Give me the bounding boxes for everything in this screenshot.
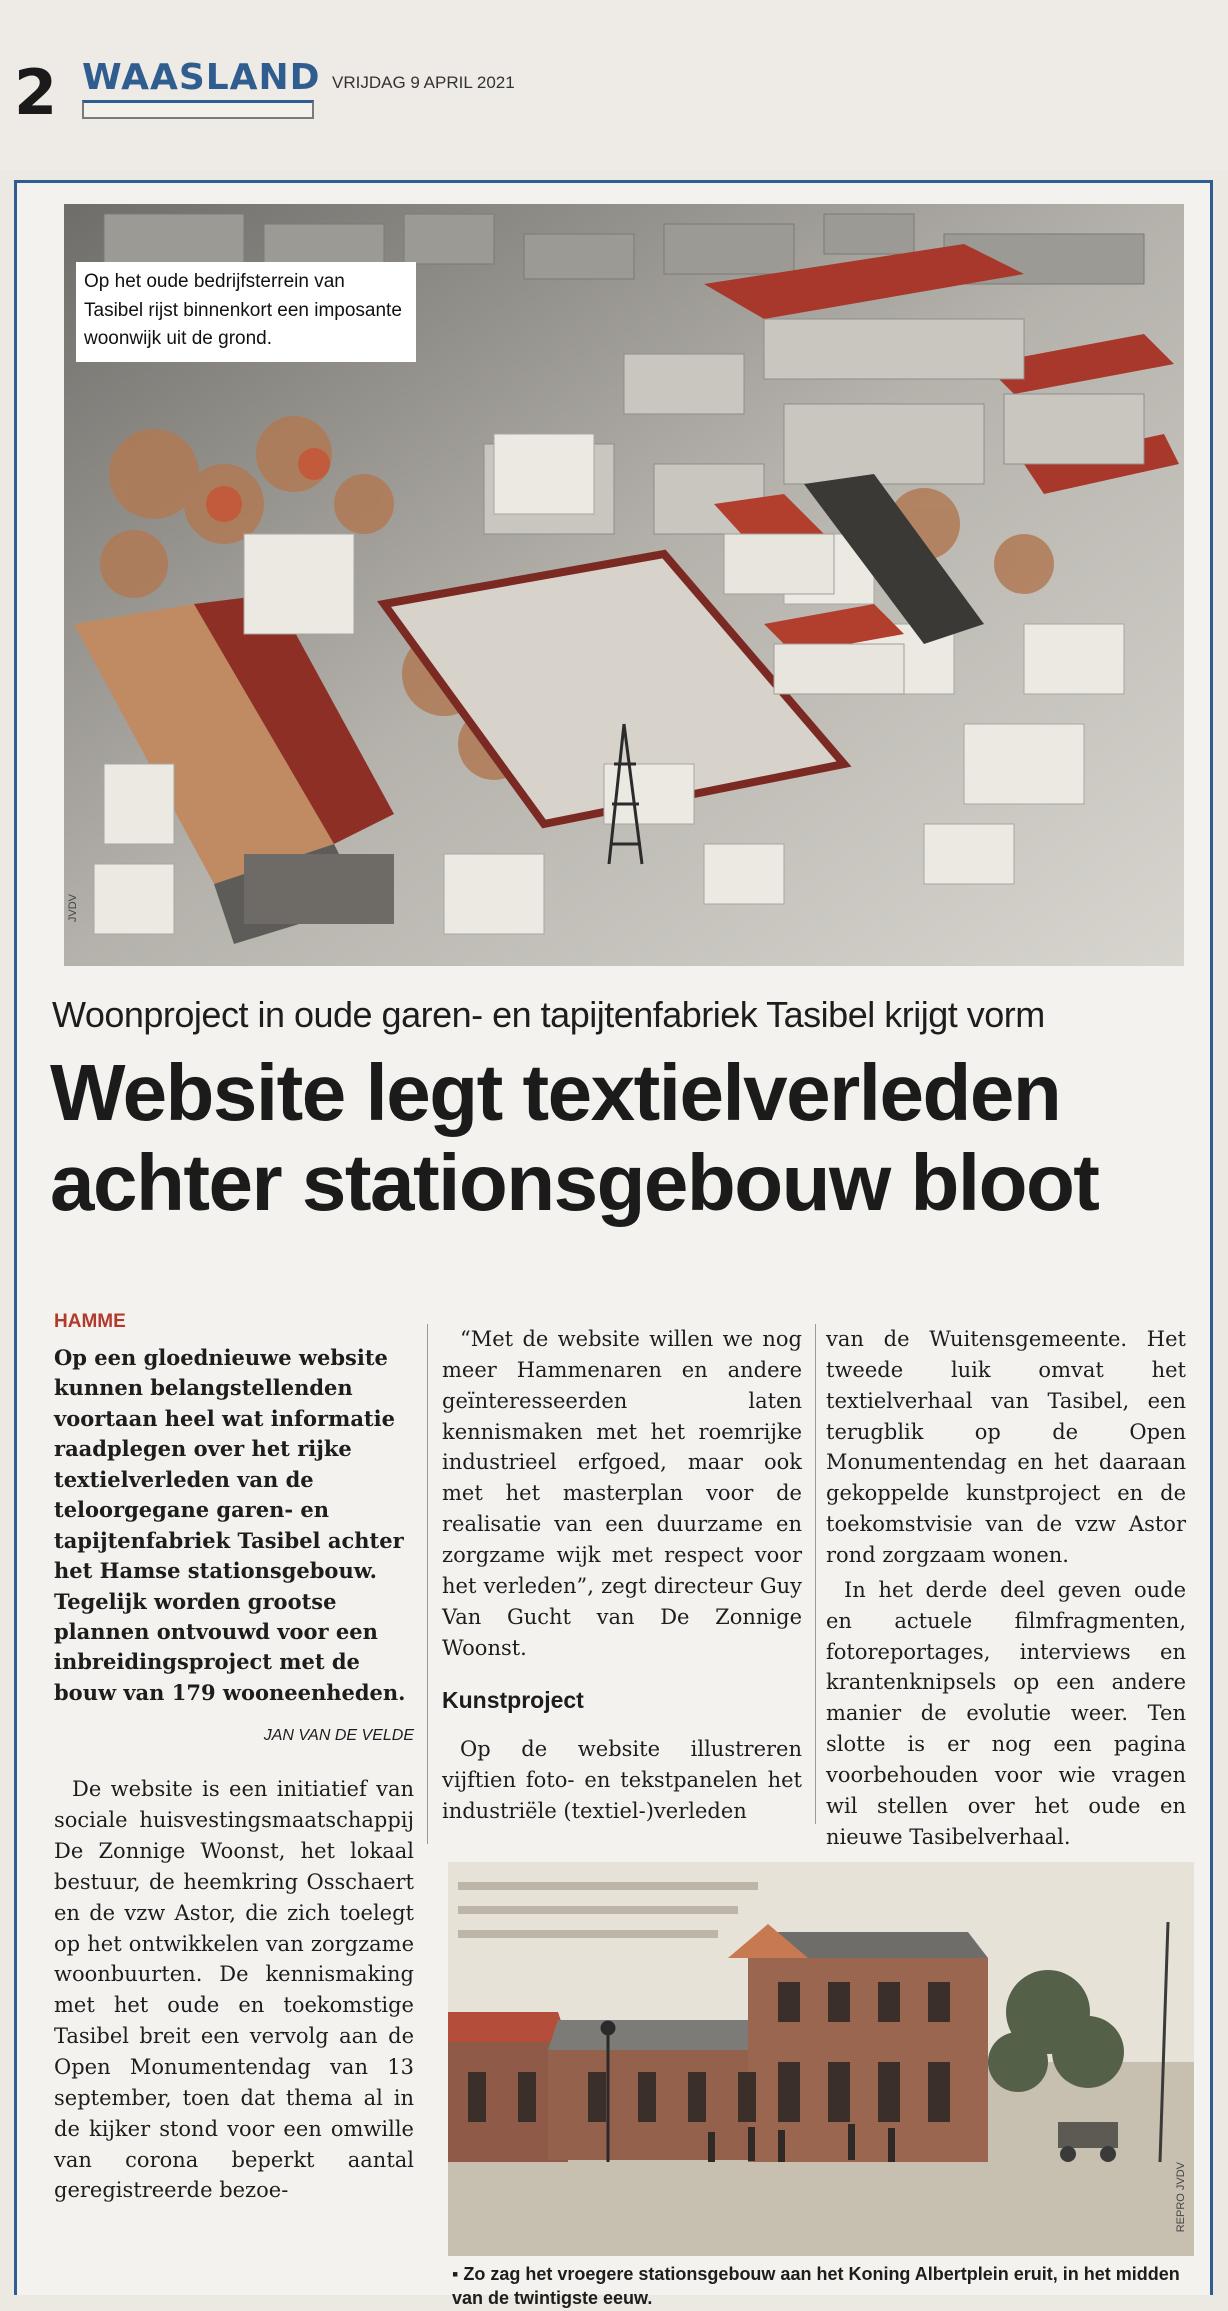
headline: Website legt textielverleden achter stationsgebouw bloot bbox=[50, 1048, 1099, 1227]
subhead: Kunstproject bbox=[442, 1687, 584, 1714]
issue-date: VRIJDAG 9 APRIL 2021 bbox=[332, 73, 515, 92]
quote-paragraph: “Met de website willen we nog meer Hammenaren en andere geïnteresseerden laten kennismaken met het roemrijke industrieel erfgoed, maar ook met het masterplan voor de realisatie van een duurzame en zorgzame wijk met respect voor het verleden”, zegt directeur Guy Van Gucht van De Zonnige Woonst. bbox=[442, 1327, 802, 1660]
body-paragraph: Op de website illustreren vijftien foto- en tekstpanelen het industriële (textiel-)verleden bbox=[442, 1737, 802, 1824]
body-paragraph: van de Wuitensgemeente. Het tweede luik omvat het textielverhaal van Tasibel, een terugblik op de Open Monumentendag en het daaraan gekoppelde kunstproject en de toekomstvisie van de vzw Astor rond zorgzaam wonen. bbox=[826, 1327, 1186, 1568]
station-illustration bbox=[448, 1862, 1194, 2256]
column-divider bbox=[815, 1324, 816, 1824]
photo-credit: REPRO JVDV bbox=[1175, 2162, 1187, 2233]
body-paragraph: De website is een initiatief van sociale huisvestingsmaatschappij De Zonnige Woonst, het lokaal bestuur, de heemkring Osschaert en de vzw Astor, die zich toelegt op het ontwikkelen van zorgzame woonbuurten. De kennismaking met het oude en toekomstige Tasibel breit een vervolg aan de Open Monumentendag van 13 september, toen dat thema al in de kijker stond voor een omwille van corona beperkt aantal geregistreerde bezoe- bbox=[54, 1777, 414, 2203]
dateline-place: HAMME bbox=[54, 1311, 126, 1332]
column-1 bbox=[54, 1312, 414, 2210]
photo-credit: JVDV bbox=[67, 894, 79, 923]
section-rule bbox=[82, 100, 314, 119]
photo-caption: ▪ Zo zag het vroegere stationsgebouw aan het Koning Albertplein eruit, in het midden van de twintigste eeuw. bbox=[452, 2264, 1180, 2309]
kicker: Woonproject in oude garen- en tapijtenfabriek Tasibel krijgt vorm bbox=[52, 994, 1045, 1035]
lead-paragraph: Op een gloednieuwe website kunnen belangstellenden voortaan heel wat informatie raadplegen over het rijke textielverleden van de teloorgegane garen- en tapijtenfabriek Tasibel achter het Hamse stationsgebouw. Tegelijk worden grootse plannen ontvouwd voor een inbreidingsproject met de bouw van 179 wooneenheden. bbox=[54, 1345, 406, 1705]
station-photo bbox=[448, 1862, 1194, 2256]
byline: JAN VAN DE VELDE bbox=[263, 1727, 414, 1745]
column-3 bbox=[826, 1324, 1186, 1857]
page-number: 2 bbox=[14, 56, 58, 129]
photo-caption: Op het oude bedrijfsterrein van Tasibel rijst binnenkort een imposante woonwijk uit de grond. bbox=[76, 262, 416, 362]
masthead bbox=[0, 0, 1228, 170]
section-title: WAASLAND bbox=[82, 57, 321, 98]
body-paragraph: In het derde deel geven oude en actuele filmfragmenten, fotoreportages, interviews en krantenknipsels op een andere manier de evolutie weer. Ten slotte is er nog een pagina voorbehouden voor wie vragen wil stellen over het oude en nieuwe Tasibelverhaal. bbox=[826, 1577, 1186, 1849]
column-2 bbox=[442, 1324, 802, 1831]
column-divider bbox=[427, 1324, 428, 1844]
